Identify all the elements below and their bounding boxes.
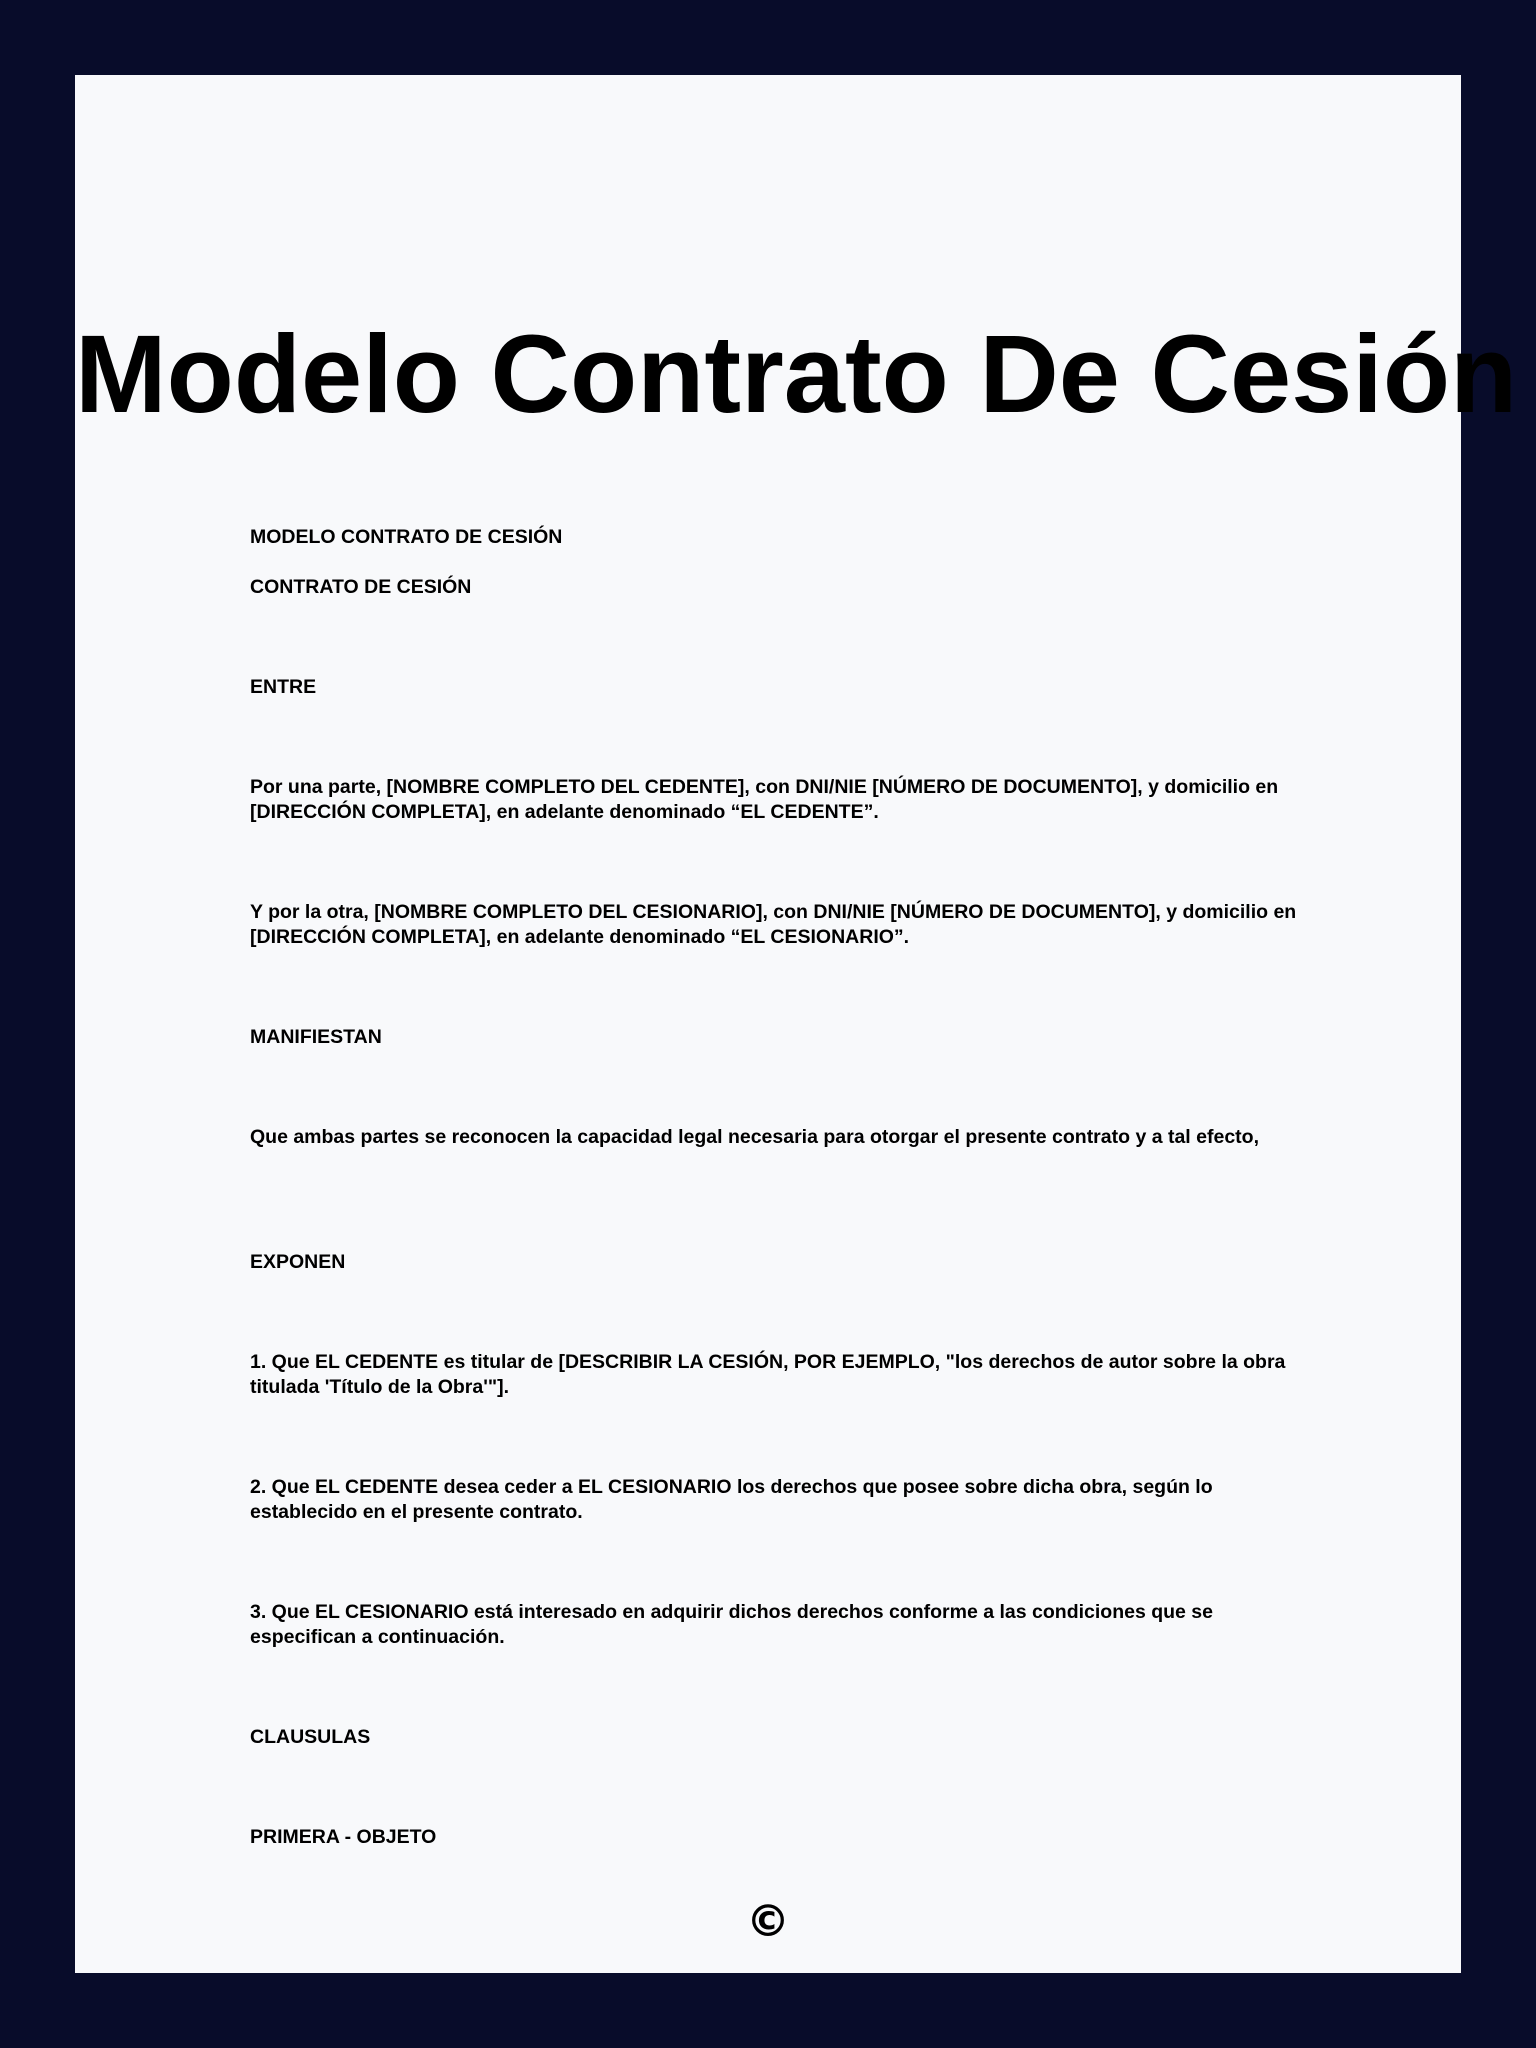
paragraph-expone-2: 2. Que EL CEDENTE desea ceder a EL CESIONARIO los derechos que posee sobre dicha obra, según lo establecido en el presente contrato. [250,1476,1213,1523]
heading-entre: ENTRE [250,676,317,698]
copyright-icon: © [746,1896,790,1947]
heading-primera-objeto: PRIMERA - OBJETO [250,1826,437,1848]
heading-exponen: EXPONEN [250,1251,346,1273]
paragraph-capacidad-legal: Que ambas partes se reconocen la capacidad legal necesaria para otorgar el presente contrato y a tal efecto, [250,1126,1259,1148]
paragraph-expone-3: 3. Que EL CESIONARIO está interesado en adquirir dichos derechos conforme a las condiciones que se especifican a continuación. [250,1601,1213,1648]
document-page [75,75,1518,1973]
paragraph-cesionario: Y por la otra, [NOMBRE COMPLETO DEL CESIONARIO], con DNI/NIE [NÚMERO DE DOCUMENTO], y domicilio en [DIRECCIÓN COMPLETA], en adelante denominado “EL CESIONARIO”. [250,901,1297,948]
heading-clausulas: CLAUSULAS [250,1726,371,1748]
heading-manifiestan: MANIFIESTAN [250,1026,382,1048]
paragraph-cedente: Por una parte, [NOMBRE COMPLETO DEL CEDENTE], con DNI/NIE [NÚMERO DE DOCUMENTO], y domicilio en [DIRECCIÓN COMPLETA], en adelante denominado “EL CEDENTE”. [250,776,1279,823]
heading-modelo-contrato: MODELO CONTRATO DE CESIÓN [250,526,563,548]
document-title: Modelo Contrato De Cesión [75,313,1518,436]
heading-contrato-de-cesion: CONTRATO DE CESIÓN [250,576,472,598]
paragraph-expone-1: 1. Que EL CEDENTE es titular de [DESCRIBIR LA CESIÓN, POR EJEMPLO, "los derechos de autor sobre la obra titulada 'Título de la Obra'"]. [250,1351,1286,1398]
